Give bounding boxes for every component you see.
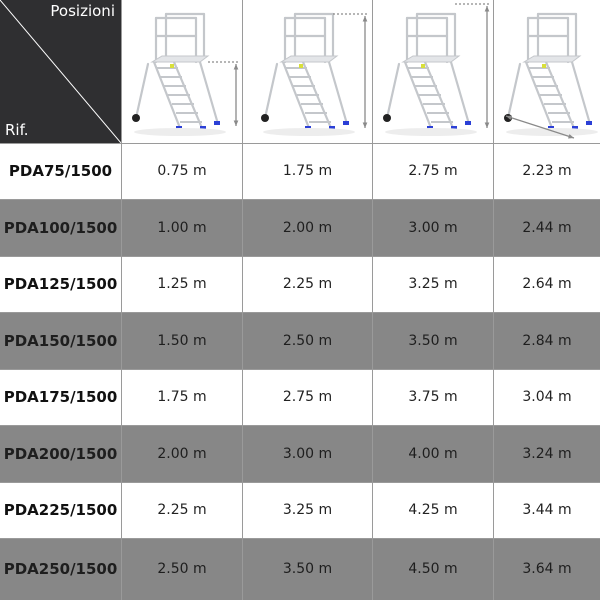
working-height-cell: 3.00 m [372, 199, 493, 256]
table-row [0, 369, 600, 425]
reference-cell: PDA225/1500 [3, 501, 118, 519]
max-height-cell: 3.25 m [242, 482, 372, 538]
ladder-base-length-image [493, 0, 600, 143]
platform-height-cell: 1.75 m [121, 369, 242, 425]
base-length-cell: 3.24 m [493, 425, 600, 482]
max-height-cell: 2.25 m [242, 256, 372, 312]
corner-header-cell [0, 0, 121, 143]
row-divider [0, 369, 600, 370]
ladder-illustration [373, 0, 494, 143]
max-height-cell: 2.50 m [242, 312, 372, 369]
base-length-cell: 2.84 m [493, 312, 600, 369]
row-divider [0, 425, 600, 426]
platform-height-cell: 2.25 m [121, 482, 242, 538]
table-row [0, 256, 600, 312]
table-row [0, 199, 600, 256]
reference-cell: PDA200/1500 [3, 444, 118, 463]
base-length-cell: 2.64 m [493, 256, 600, 312]
max-height-cell: 2.75 m [242, 369, 372, 425]
max-height-cell: 3.00 m [242, 425, 372, 482]
base-length-cell: 3.64 m [493, 538, 600, 600]
max-height-cell: 1.75 m [242, 143, 372, 199]
reference-cell: PDA175/1500 [3, 388, 118, 406]
ladder-illustration [243, 0, 373, 143]
reference-cell: PDA250/1500 [3, 560, 118, 578]
row-divider [0, 312, 600, 313]
base-length-cell: 2.44 m [493, 199, 600, 256]
ladder-max-height-image [242, 0, 372, 143]
working-height-cell: 4.00 m [372, 425, 493, 482]
max-height-cell: 3.50 m [242, 538, 372, 600]
reference-cell: PDA125/1500 [3, 275, 118, 293]
max-height-cell: 2.00 m [242, 199, 372, 256]
platform-height-cell: 1.00 m [121, 199, 242, 256]
reference-cell: PDA100/1500 [3, 218, 118, 237]
working-height-cell: 3.50 m [372, 312, 493, 369]
working-height-cell: 3.25 m [372, 256, 493, 312]
base-length-cell: 3.44 m [493, 482, 600, 538]
platform-height-cell: 1.25 m [121, 256, 242, 312]
ladder-working-height-image [372, 0, 493, 143]
platform-height-cell: 1.50 m [121, 312, 242, 369]
table-row [0, 312, 600, 369]
platform-height-cell: 0.75 m [121, 143, 242, 199]
row-divider [0, 143, 600, 144]
row-divider [0, 199, 600, 200]
ladder-platform-height-image [121, 0, 242, 143]
working-height-cell: 4.25 m [372, 482, 493, 538]
working-height-cell: 2.75 m [372, 143, 493, 199]
table-row [0, 425, 600, 482]
row-divider [0, 256, 600, 257]
reference-cell: PDA150/1500 [3, 331, 118, 350]
base-length-cell: 3.04 m [493, 369, 600, 425]
ladder-illustration [122, 0, 243, 143]
table-row [0, 143, 600, 199]
table-header [0, 0, 600, 143]
positions-label: Posizioni [50, 2, 115, 20]
working-height-cell: 3.75 m [372, 369, 493, 425]
reference-cell: PDA75/1500 [8, 162, 113, 180]
row-divider [0, 538, 600, 539]
platform-height-cell: 2.50 m [121, 538, 242, 600]
working-height-cell: 4.50 m [372, 538, 493, 600]
table-row [0, 538, 600, 600]
ladder-illustration [494, 0, 600, 143]
table-row [0, 482, 600, 538]
row-divider [0, 482, 600, 483]
base-length-cell: 2.23 m [493, 143, 600, 199]
platform-height-cell: 2.00 m [121, 425, 242, 482]
reference-label: Rif. [5, 121, 29, 139]
